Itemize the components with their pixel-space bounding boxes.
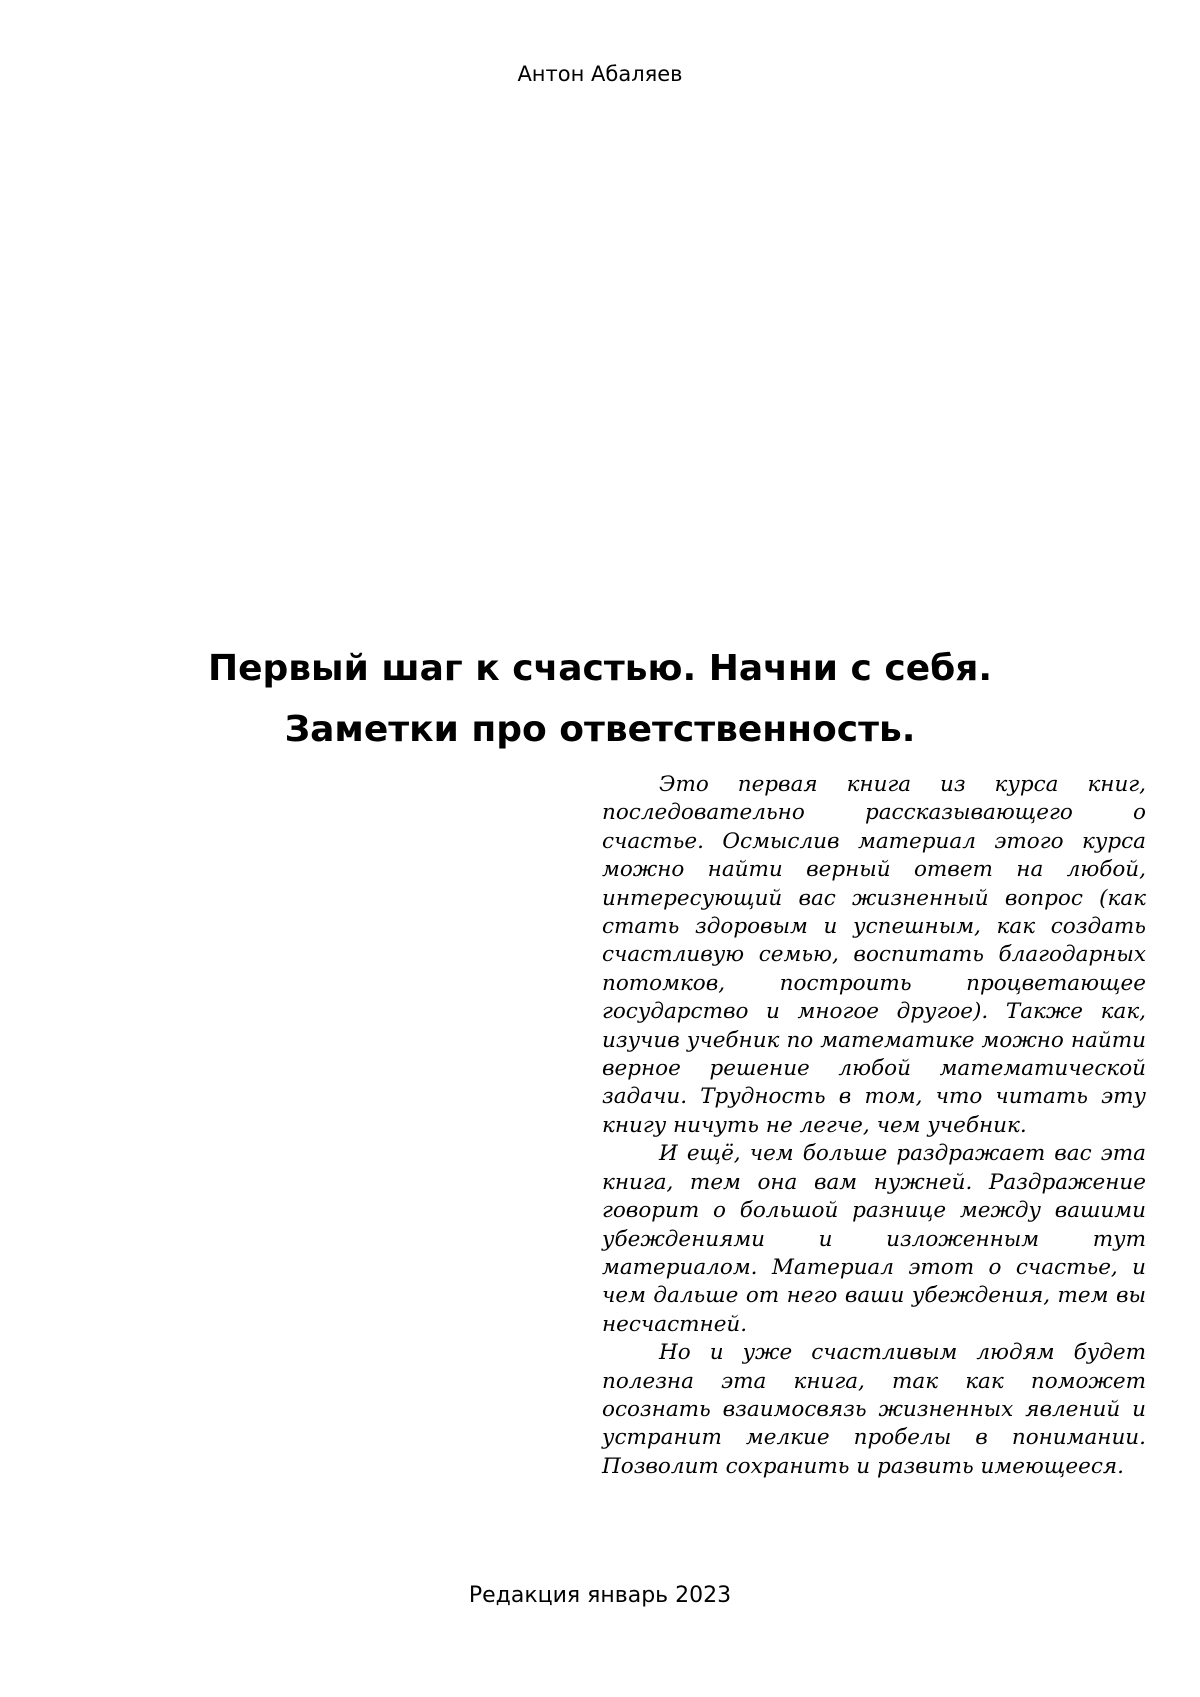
title-line-2: Заметки про ответственность. bbox=[284, 709, 916, 750]
abstract-paragraph-3: Но и уже счастливым людям будет полезна эта книга, так как поможет осознать взаимосвязь жизненных явлений и устранит мелкие пробелы в понимании. Позволит сохранить и развить имеющееся. bbox=[602, 1340, 1146, 1479]
abstract-paragraph-1: Это первая книга из курса книг, последовательно рассказывающего о счастье. Осмыслив материал этого курса можно найти верный ответ на любой, интересующий вас жизненный вопрос (как стать здоровым и успешным, как создать счастливую семью, воспитать благодарных потомков, построить процветающее государство и многое другое). Также как, изучив учебник по математике можно найти верное решение любой математической задачи. Трудность в том, что читать эту книгу ничуть не легче, чем учебник. bbox=[602, 772, 1146, 1138]
book-abstract bbox=[602, 771, 1146, 1481]
edition-note: Редакция январь 2023 bbox=[468, 1583, 732, 1608]
book-title bbox=[0, 638, 1200, 760]
author-name: Антон Абаляев bbox=[517, 62, 683, 86]
title-line-1: Первый шаг к счастью. Начни с себя. bbox=[207, 648, 993, 689]
abstract-paragraph-2: И ещё, чем больше раздражает вас эта книга, тем она вам нужней. Раздражение говорит о большой разнице между вашими убеждениями и изложенным тут материалом. Материал этот о счастье, и чем дальше от него ваши убеждения, тем вы несчастней. bbox=[602, 1141, 1146, 1337]
